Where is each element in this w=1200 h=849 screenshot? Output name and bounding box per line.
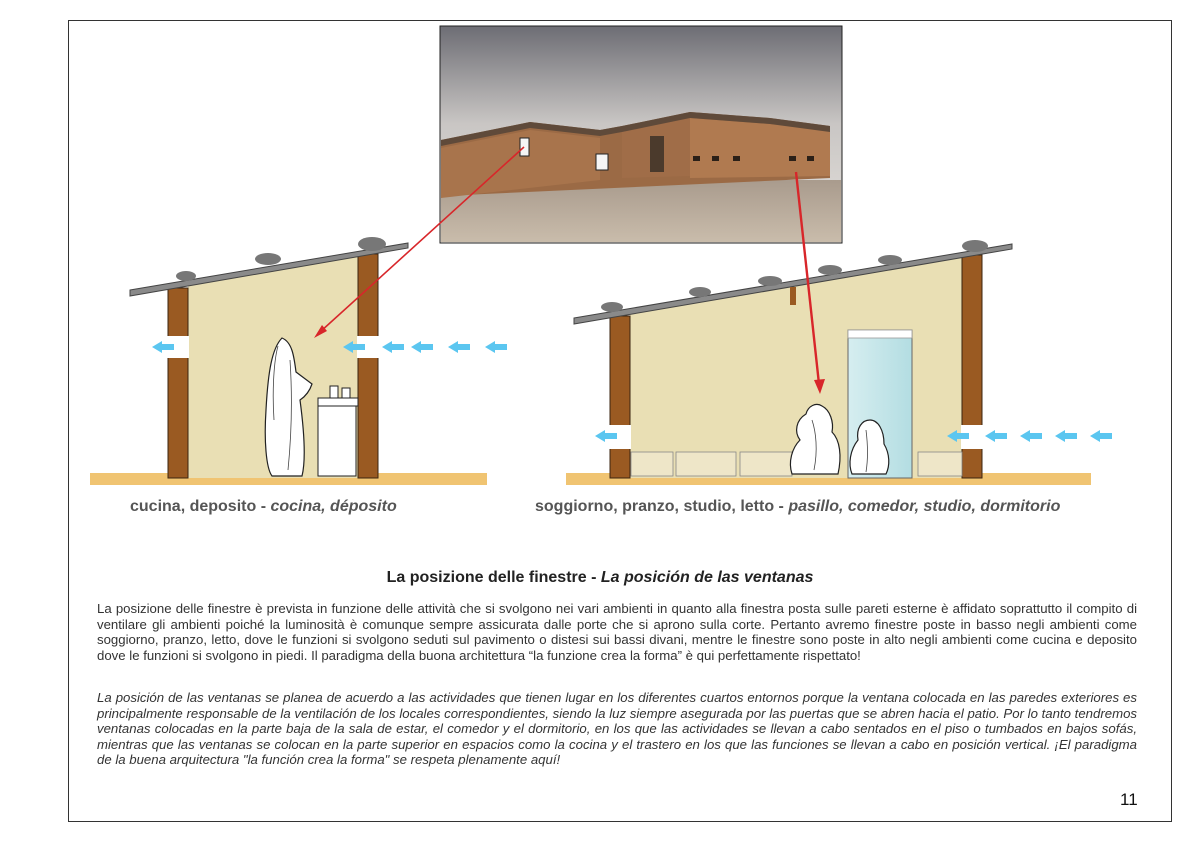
page-number: 11 [1120,790,1138,809]
heading-it: La posizione delle finestre [386,569,587,586]
caption-kitchen [130,498,397,516]
caption-kitchen-it: cucina, deposito [130,498,257,515]
heading-es: La posición de las ventanas [600,569,814,586]
caption-living-separator: - [774,498,789,515]
village-photo [440,26,842,243]
caption-kitchen-es: cocina, déposito [270,498,397,515]
caption-kitchen-separator: - [256,498,271,515]
section-kitchen [130,237,408,478]
paragraph-spanish: La posición de las ventanas se planea de acuerdo a las actividades que tienen lugar en los diferentes cuartos entornos porque la ventana colocada en las paredes exteriores es principalmente responsable de la ventilación de los locales correspondientes, siendo la luz siempre asegurada por las puertas que se abren hacia el patio. Por lo tanto tendremos ventanas colocadas en la parte baja de la sala de estar, el comedor y el dormitorio, en los que las actividades se llevan a cabo sentados en el piso o tumbados en bajos sofás, mientras que las ventanas se colocan en la parte superior en espacios como la cocina y el trastero en los que las funciones se llevan a cabo en posición vertical. ¡El paradigma de la buena arquitectura "la función crea la forma" se respeta plenamente aquí! [97,690,1137,768]
section-living [574,240,1012,478]
caption-living-it: soggiorno, pranzo, studio, letto [535,498,775,515]
caption-living-es: pasillo, comedor, studio, dormitorio [788,498,1061,515]
heading-separator: - [586,569,601,586]
paragraph-italian: La posizione delle finestre è prevista in funzione delle attività che si svolgono nei vari ambienti in quanto alla finestra posta sulle pareti esterne è affidato soprattutto il compito di ventilare gli ambienti poiché la luminosità è comunque sempre assicurata dalle porte che si aprono sulla corte. Pertanto avremo finestre poste in basso negli ambienti come soggiorno, pranzo, letto, dove le funzioni si svolgono seduti sul pavimento o distesi sui bassi divani, mentre le finestre sono poste in alto negli ambienti come cucina e deposito dove le funzioni si svolgono in piedi. Il paradigma della buona architettura “la funzione crea la forma” è qui perfettamente rispettato! [97,601,1137,663]
caption-living [535,498,1060,516]
section-heading [0,569,1200,587]
